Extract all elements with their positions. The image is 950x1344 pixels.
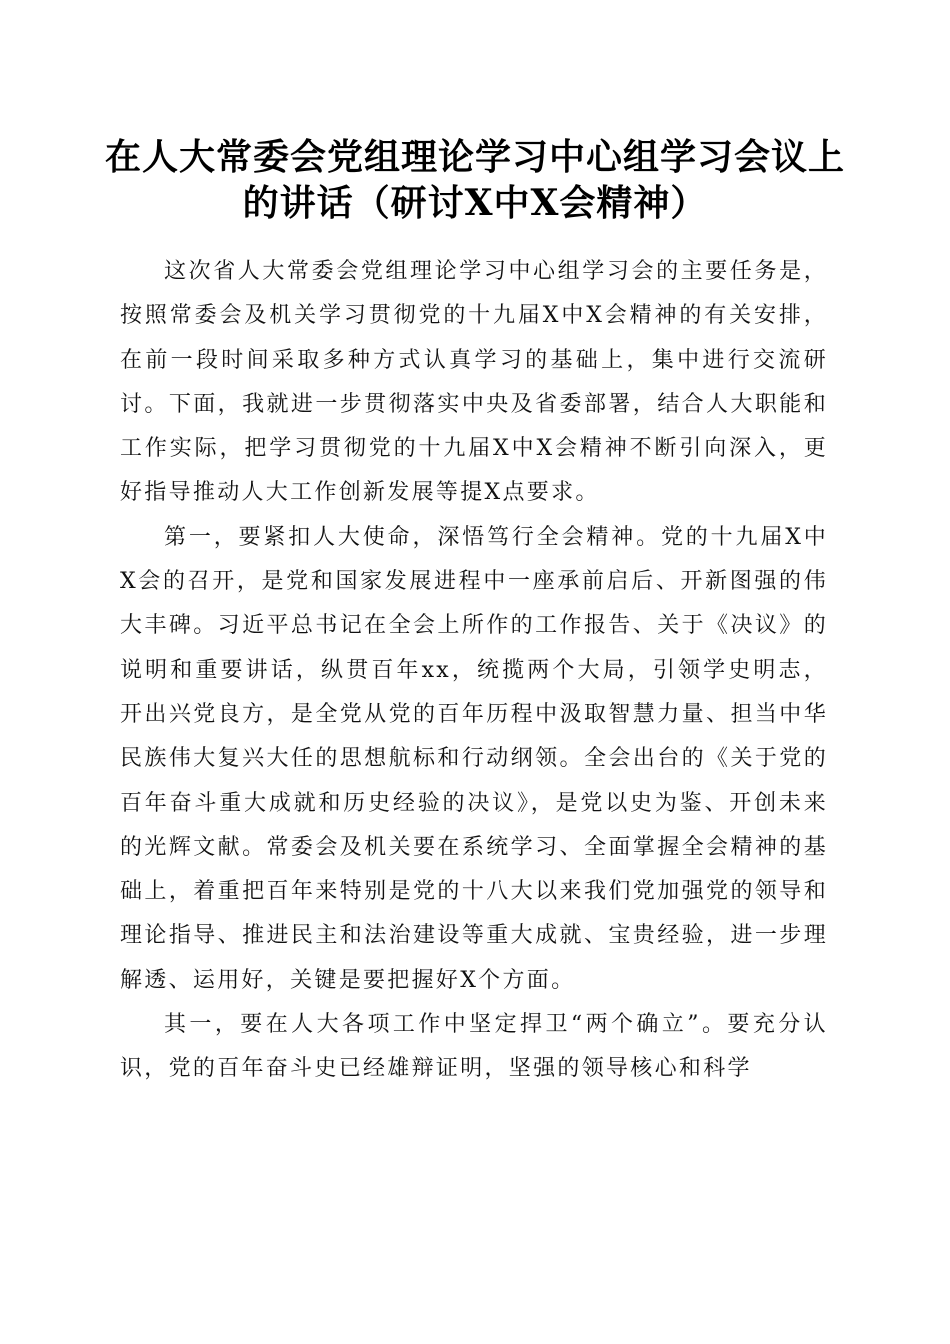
paragraph: 其一，要在人大各项工作中坚定捍卫“两个确立”。要充分认识，党的百年奋斗史已经雄辩证明，坚强的领导核心和科学	[120, 1012, 828, 1082]
document-title	[100, 134, 850, 226]
title-line-2: 的讲话（研讨X中X会精神）	[242, 182, 708, 224]
title-line-1: 在人大常委会党组理论学习中心组学习会议上	[104, 136, 845, 178]
document-body	[120, 250, 828, 1092]
paragraph: 第一，要紧扣人大使命，深悟笃行全会精神。党的十九届X中X会的召开，是党和国家发展进程中一座承前启后、开新图强的伟大丰碑。习近平总书记在全会上所作的工作报告、关于《决议》的说明和重要讲话，纵贯百年xx，统揽两个大局，引领学史明志，开出兴党良方，是全党从党的百年历程中汲取智慧力量、担当中华民族伟大复兴大任的思想航标和行动纲领。全会出台的《关于党的百年奋斗重大成就和历史经验的决议》，是党以史为鉴、开创未来的光辉文献。常委会及机关要在系统学习、全面掌握全会精神的基础上，着重把百年来特别是党的十八大以来我们党加强党的领导和理论指导、推进民主和法治建设等重大成就、宝贵经验，进一步理解透、运用好，关键是要把握好X个方面。	[120, 524, 828, 993]
paragraph: 这次省人大常委会党组理论学习中心组学习会的主要任务是，按照常委会及机关学习贯彻党的十九届X中X会精神的有关安排，在前一段时间采取多种方式认真学习的基础上，集中进行交流研讨。下面，我就进一步贯彻落实中央及省委部署，结合人大职能和工作实际，把学习贯彻党的十九届X中X会精神不断引向深入，更好指导推动人大工作创新发展等提X点要求。	[120, 259, 828, 506]
